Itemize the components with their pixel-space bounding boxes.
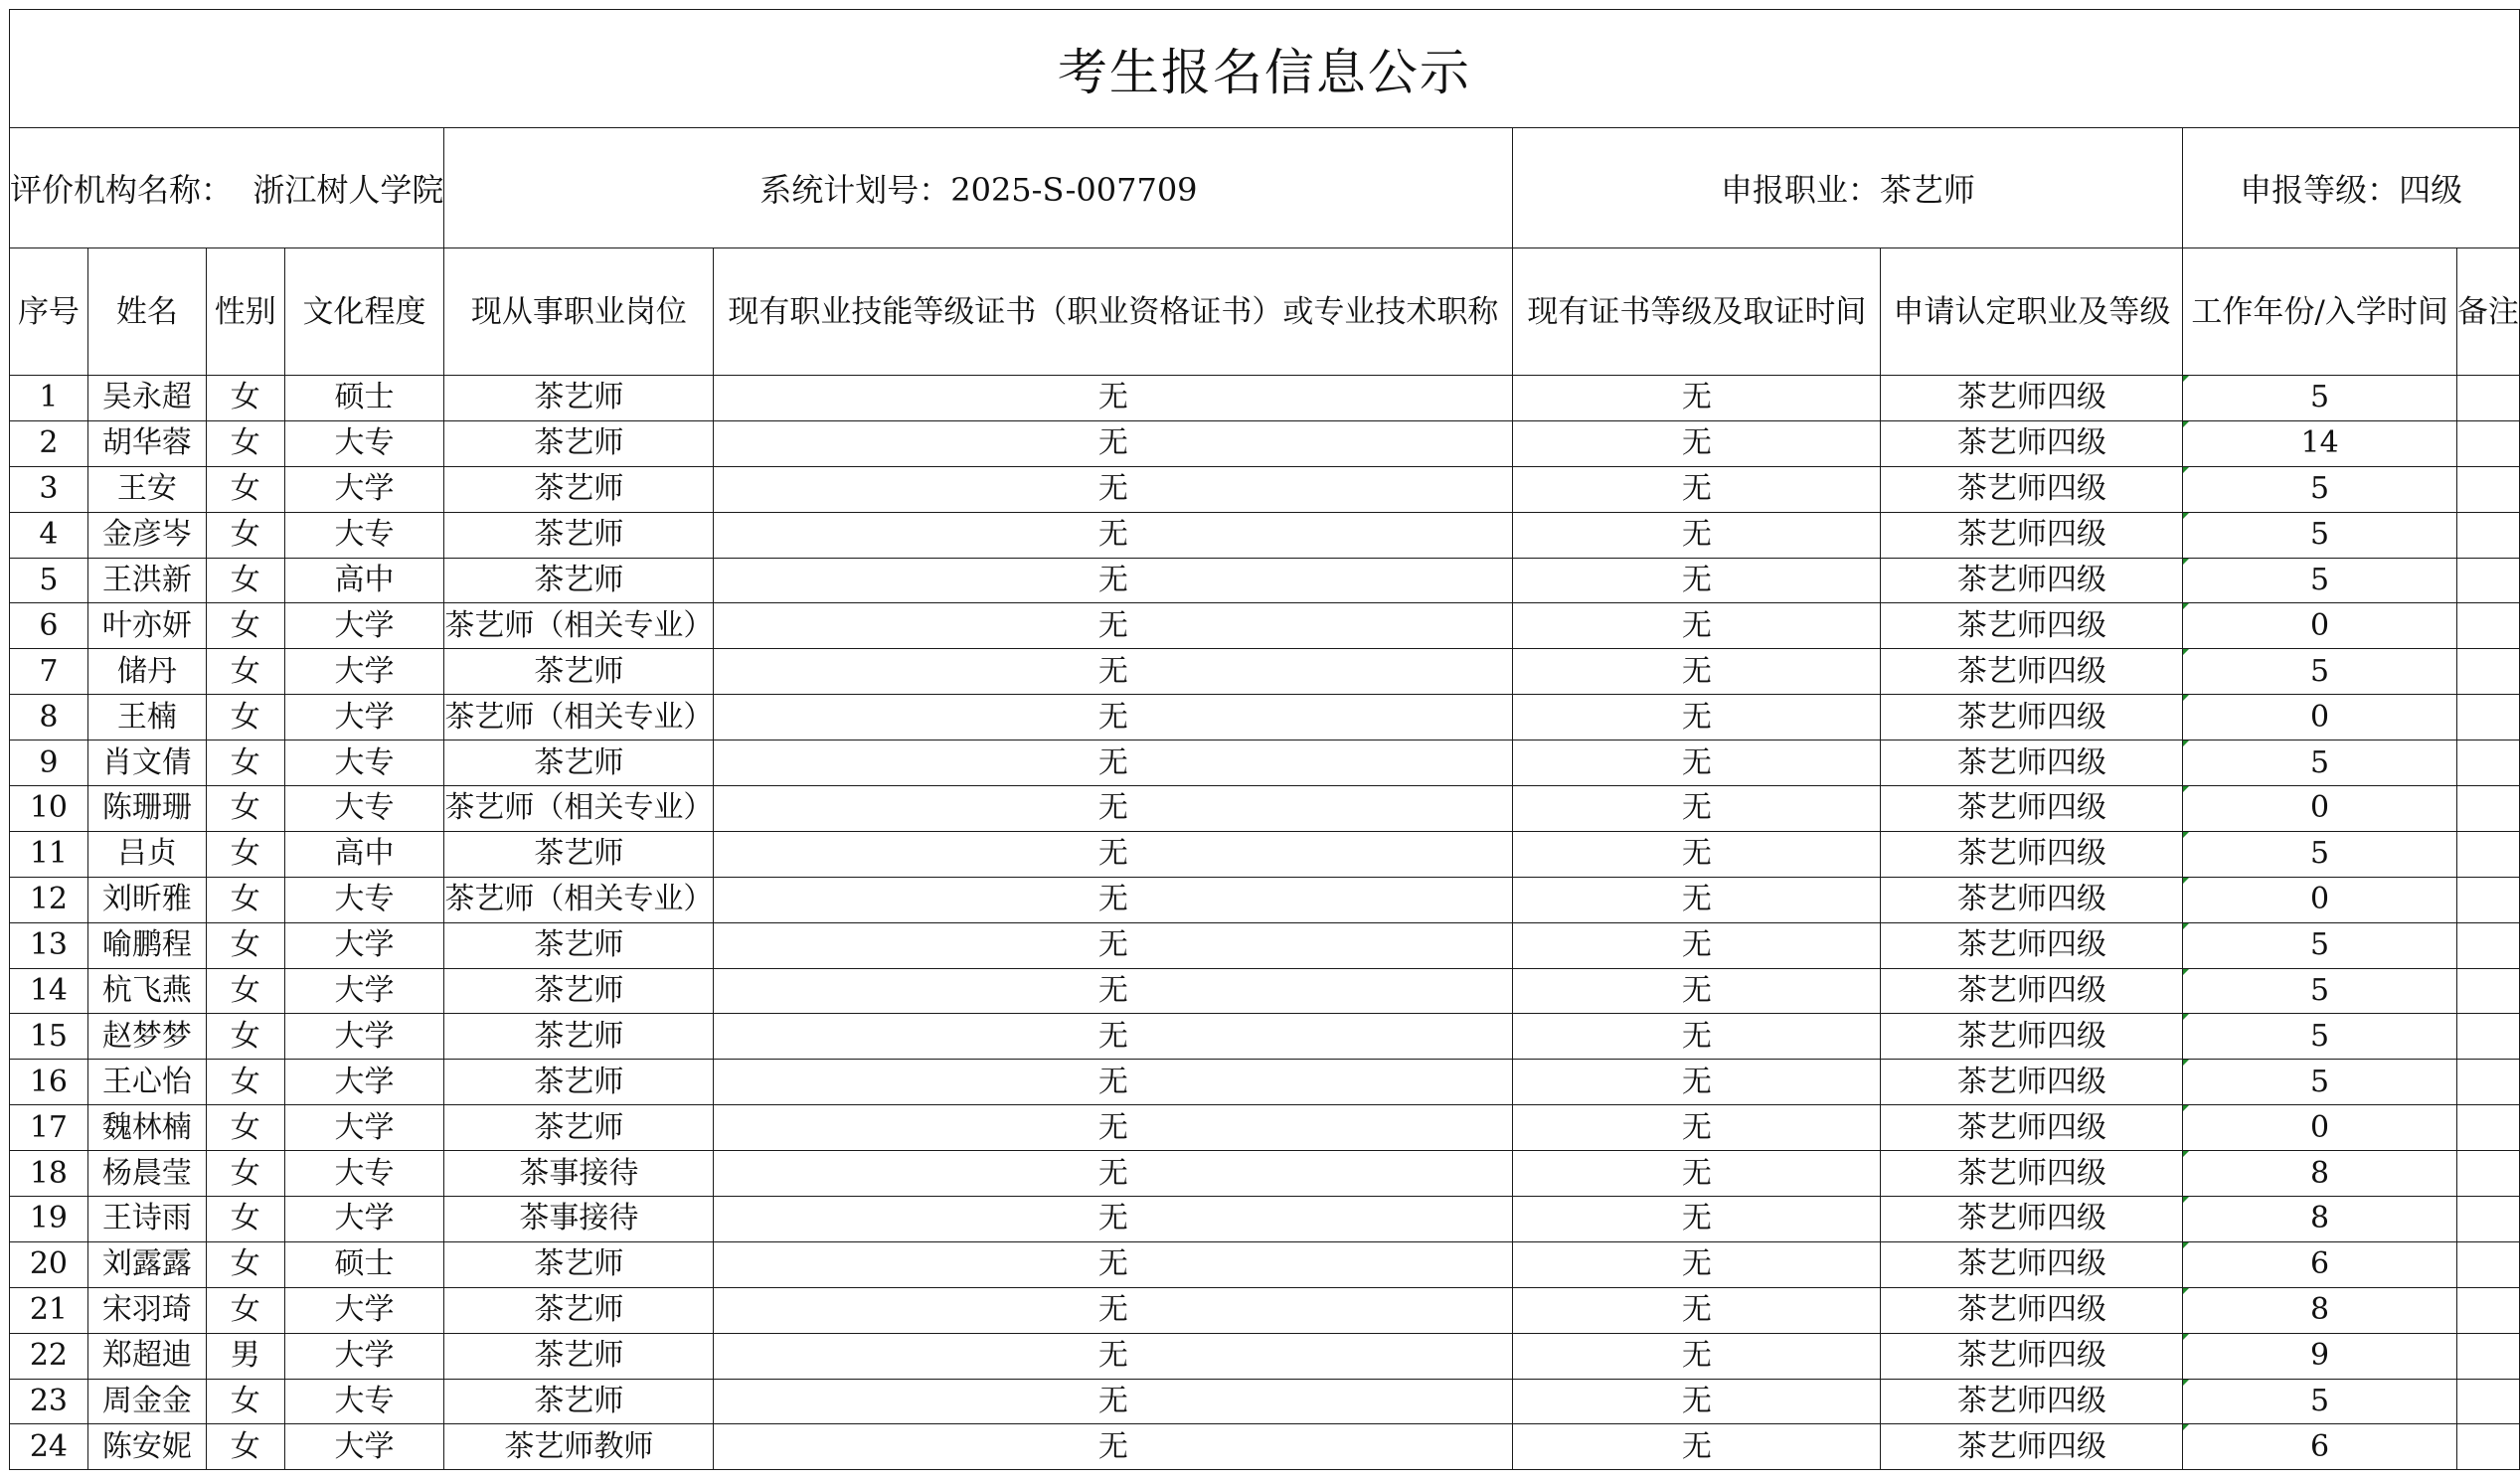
cell-position: 茶艺师 (444, 1241, 714, 1287)
org-label: 评价机构名称： (10, 171, 234, 209)
cell-education: 大学 (284, 922, 444, 968)
cell-cert: 无 (714, 420, 1513, 466)
cell-cert: 无 (714, 603, 1513, 649)
cell-cert-time: 无 (1513, 1333, 1881, 1379)
cell-position: 茶艺师 (444, 1379, 714, 1424)
cell-apply: 茶艺师四级 (1881, 831, 2183, 877)
cell-education: 大学 (284, 1014, 444, 1060)
cell-position: 茶艺师（相关专业） (444, 603, 714, 649)
header-name: 姓名 (87, 248, 206, 376)
cell-name: 刘昕雅 (87, 877, 206, 922)
registration-table (9, 9, 2520, 1470)
org-value: 浙江树人学院 (252, 171, 444, 209)
plan-label: 系统计划号： (759, 171, 951, 209)
cell-years: 5 (2183, 740, 2456, 786)
cell-remark (2456, 968, 2519, 1014)
cell-gender: 女 (206, 922, 284, 968)
cell-name: 杭飞燕 (87, 968, 206, 1014)
org-info (10, 128, 444, 248)
cell-name: 喻鹏程 (87, 922, 206, 968)
cell-years: 8 (2183, 1287, 2456, 1333)
cell-cert: 无 (714, 877, 1513, 922)
table-row (10, 1197, 2520, 1242)
cell-name: 王安 (87, 466, 206, 512)
cell-cert-time: 无 (1513, 1105, 1881, 1151)
cell-apply: 茶艺师四级 (1881, 1333, 2183, 1379)
header-gender: 性别 (206, 248, 284, 376)
cell-name: 王诗雨 (87, 1197, 206, 1242)
cell-name: 储丹 (87, 649, 206, 695)
cell-no: 24 (10, 1424, 88, 1470)
header-cert-level-time: 现有证书等级及取证时间 (1513, 248, 1881, 376)
cell-no: 7 (10, 649, 88, 695)
cell-years: 6 (2183, 1424, 2456, 1470)
cell-position: 茶艺师教师 (444, 1424, 714, 1470)
cell-gender: 女 (206, 740, 284, 786)
cell-gender: 女 (206, 558, 284, 603)
cell-position: 茶艺师（相关专业） (444, 786, 714, 832)
table-row (10, 695, 2520, 740)
cell-remark (2456, 466, 2519, 512)
cell-gender: 女 (206, 877, 284, 922)
cell-name: 宋羽琦 (87, 1287, 206, 1333)
cell-education: 大学 (284, 968, 444, 1014)
cell-cert: 无 (714, 1241, 1513, 1287)
cell-position: 茶艺师 (444, 740, 714, 786)
cell-education: 大学 (284, 649, 444, 695)
cell-no: 14 (10, 968, 88, 1014)
cell-cert: 无 (714, 786, 1513, 832)
cell-no: 9 (10, 740, 88, 786)
cell-cert-time: 无 (1513, 376, 1881, 421)
page-title: 考生报名信息公示 (10, 10, 2520, 128)
plan-info (444, 128, 1513, 248)
cell-position: 茶事接待 (444, 1151, 714, 1197)
cell-gender: 女 (206, 1014, 284, 1060)
cell-cert-time: 无 (1513, 649, 1881, 695)
cell-name: 胡华蓉 (87, 420, 206, 466)
cell-cert: 无 (714, 1287, 1513, 1333)
table-row (10, 968, 2520, 1014)
cell-education: 高中 (284, 558, 444, 603)
cell-years: 5 (2183, 466, 2456, 512)
table-row (10, 649, 2520, 695)
cell-name: 王心怡 (87, 1060, 206, 1105)
cell-apply: 茶艺师四级 (1881, 1151, 2183, 1197)
level-value: 四级 (2399, 171, 2463, 209)
cell-years: 5 (2183, 649, 2456, 695)
cell-position: 茶艺师 (444, 922, 714, 968)
cell-cert: 无 (714, 831, 1513, 877)
cell-name: 周金金 (87, 1379, 206, 1424)
cell-cert: 无 (714, 1379, 1513, 1424)
cell-no: 3 (10, 466, 88, 512)
cell-education: 大学 (284, 1105, 444, 1151)
occupation-info (1513, 128, 2183, 248)
cell-apply: 茶艺师四级 (1881, 420, 2183, 466)
cell-no: 21 (10, 1287, 88, 1333)
cell-name: 王洪新 (87, 558, 206, 603)
cell-education: 大学 (284, 695, 444, 740)
cell-remark (2456, 786, 2519, 832)
cell-gender: 女 (206, 695, 284, 740)
cell-years: 8 (2183, 1151, 2456, 1197)
cell-no: 10 (10, 786, 88, 832)
cell-position: 茶艺师 (444, 831, 714, 877)
cell-no: 4 (10, 512, 88, 558)
cell-remark (2456, 1379, 2519, 1424)
cell-no: 17 (10, 1105, 88, 1151)
cell-gender: 女 (206, 1287, 284, 1333)
cell-position: 茶艺师 (444, 649, 714, 695)
cell-education: 硕士 (284, 1241, 444, 1287)
cell-apply: 茶艺师四级 (1881, 649, 2183, 695)
cell-no: 20 (10, 1241, 88, 1287)
info-row (10, 128, 2520, 248)
cell-remark (2456, 877, 2519, 922)
cell-no: 23 (10, 1379, 88, 1424)
cell-gender: 女 (206, 1105, 284, 1151)
cell-position: 茶艺师 (444, 466, 714, 512)
cell-apply: 茶艺师四级 (1881, 512, 2183, 558)
table-row (10, 1287, 2520, 1333)
cell-remark (2456, 1105, 2519, 1151)
cell-years: 0 (2183, 877, 2456, 922)
cell-gender: 女 (206, 786, 284, 832)
table-row (10, 1105, 2520, 1151)
cell-education: 大学 (284, 1287, 444, 1333)
cell-cert-time: 无 (1513, 1287, 1881, 1333)
cell-no: 11 (10, 831, 88, 877)
cell-position: 茶艺师 (444, 1287, 714, 1333)
cell-remark (2456, 649, 2519, 695)
cell-education: 大专 (284, 420, 444, 466)
cell-name: 王楠 (87, 695, 206, 740)
cell-position: 茶艺师 (444, 376, 714, 421)
plan-value: 2025-S-007709 (950, 171, 1198, 209)
cell-education: 大学 (284, 603, 444, 649)
cell-name: 陈珊珊 (87, 786, 206, 832)
cell-name: 金彦岑 (87, 512, 206, 558)
cell-position: 茶事接待 (444, 1197, 714, 1242)
cell-cert: 无 (714, 1424, 1513, 1470)
cell-remark (2456, 1197, 2519, 1242)
cell-education: 大专 (284, 1379, 444, 1424)
cell-name: 刘露露 (87, 1241, 206, 1287)
table-row (10, 1060, 2520, 1105)
cell-apply: 茶艺师四级 (1881, 376, 2183, 421)
cell-remark (2456, 922, 2519, 968)
header-cert: 现有职业技能等级证书（职业资格证书）或专业技术职称 (714, 248, 1513, 376)
cell-education: 大学 (284, 1424, 444, 1470)
cell-education: 大专 (284, 740, 444, 786)
cell-cert-time: 无 (1513, 877, 1881, 922)
table-row (10, 1014, 2520, 1060)
cell-apply: 茶艺师四级 (1881, 922, 2183, 968)
cell-cert-time: 无 (1513, 466, 1881, 512)
cell-apply: 茶艺师四级 (1881, 1424, 2183, 1470)
cell-gender: 女 (206, 420, 284, 466)
table-row (10, 877, 2520, 922)
cell-apply: 茶艺师四级 (1881, 1379, 2183, 1424)
cell-cert-time: 无 (1513, 831, 1881, 877)
cell-remark (2456, 420, 2519, 466)
cell-no: 2 (10, 420, 88, 466)
cell-years: 5 (2183, 558, 2456, 603)
header-apply: 申请认定职业及等级 (1881, 248, 2183, 376)
cell-gender: 女 (206, 603, 284, 649)
cell-no: 13 (10, 922, 88, 968)
cell-no: 19 (10, 1197, 88, 1242)
cell-years: 5 (2183, 922, 2456, 968)
cell-apply: 茶艺师四级 (1881, 1105, 2183, 1151)
cell-gender: 女 (206, 831, 284, 877)
cell-apply: 茶艺师四级 (1881, 1060, 2183, 1105)
cell-name: 赵梦梦 (87, 1014, 206, 1060)
cell-cert: 无 (714, 1060, 1513, 1105)
cell-remark (2456, 1333, 2519, 1379)
table-row (10, 420, 2520, 466)
cell-no: 15 (10, 1014, 88, 1060)
cell-cert-time: 无 (1513, 1151, 1881, 1197)
cell-gender: 男 (206, 1333, 284, 1379)
cell-apply: 茶艺师四级 (1881, 558, 2183, 603)
cell-education: 大学 (284, 466, 444, 512)
cell-cert: 无 (714, 740, 1513, 786)
header-remark: 备注 (2456, 248, 2519, 376)
cell-position: 茶艺师 (444, 968, 714, 1014)
cell-remark (2456, 1287, 2519, 1333)
cell-position: 茶艺师（相关专业） (444, 695, 714, 740)
cell-cert-time: 无 (1513, 1424, 1881, 1470)
cell-position: 茶艺师（相关专业） (444, 877, 714, 922)
cell-remark (2456, 1151, 2519, 1197)
cell-remark (2456, 376, 2519, 421)
cell-position: 茶艺师 (444, 558, 714, 603)
cell-years: 14 (2183, 420, 2456, 466)
cell-no: 22 (10, 1333, 88, 1379)
cell-no: 8 (10, 695, 88, 740)
cell-cert: 无 (714, 1105, 1513, 1151)
cell-name: 郑超迪 (87, 1333, 206, 1379)
cell-years: 6 (2183, 1241, 2456, 1287)
cell-years: 8 (2183, 1197, 2456, 1242)
cell-name: 魏林楠 (87, 1105, 206, 1151)
cell-gender: 女 (206, 1241, 284, 1287)
table-row (10, 376, 2520, 421)
cell-no: 1 (10, 376, 88, 421)
cell-cert-time: 无 (1513, 968, 1881, 1014)
cell-years: 5 (2183, 831, 2456, 877)
cell-position: 茶艺师 (444, 512, 714, 558)
cell-gender: 女 (206, 466, 284, 512)
header-row (10, 248, 2520, 376)
cell-cert-time: 无 (1513, 1197, 1881, 1242)
cell-gender: 女 (206, 512, 284, 558)
cell-education: 大专 (284, 786, 444, 832)
cell-apply: 茶艺师四级 (1881, 877, 2183, 922)
cell-remark (2456, 512, 2519, 558)
title-row (10, 10, 2520, 128)
cell-no: 18 (10, 1151, 88, 1197)
cell-gender: 女 (206, 1197, 284, 1242)
cell-name: 杨晨莹 (87, 1151, 206, 1197)
cell-apply: 茶艺师四级 (1881, 1241, 2183, 1287)
cell-name: 肖文倩 (87, 740, 206, 786)
cell-position: 茶艺师 (444, 1105, 714, 1151)
cell-apply: 茶艺师四级 (1881, 466, 2183, 512)
header-years: 工作年份/入学时间 (2183, 248, 2456, 376)
table-row (10, 922, 2520, 968)
cell-cert-time: 无 (1513, 420, 1881, 466)
cell-no: 16 (10, 1060, 88, 1105)
cell-cert-time: 无 (1513, 603, 1881, 649)
cell-remark (2456, 1424, 2519, 1470)
cell-name: 吕贞 (87, 831, 206, 877)
table-row (10, 603, 2520, 649)
table-row (10, 1333, 2520, 1379)
cell-cert: 无 (714, 1014, 1513, 1060)
cell-education: 大学 (284, 1333, 444, 1379)
table-row (10, 1241, 2520, 1287)
cell-years: 5 (2183, 376, 2456, 421)
cell-cert: 无 (714, 695, 1513, 740)
cell-position: 茶艺师 (444, 1333, 714, 1379)
cell-cert: 无 (714, 376, 1513, 421)
cell-cert-time: 无 (1513, 1241, 1881, 1287)
cell-cert-time: 无 (1513, 512, 1881, 558)
cell-cert-time: 无 (1513, 1060, 1881, 1105)
cell-education: 大专 (284, 512, 444, 558)
cell-position: 茶艺师 (444, 420, 714, 466)
cell-education: 大学 (284, 1060, 444, 1105)
cell-cert-time: 无 (1513, 558, 1881, 603)
cell-apply: 茶艺师四级 (1881, 603, 2183, 649)
cell-cert-time: 无 (1513, 1379, 1881, 1424)
cell-gender: 女 (206, 1151, 284, 1197)
level-label: 申报等级： (2240, 171, 2400, 209)
cell-no: 6 (10, 603, 88, 649)
cell-remark (2456, 831, 2519, 877)
cell-cert: 无 (714, 558, 1513, 603)
cell-gender: 女 (206, 1060, 284, 1105)
cell-years: 0 (2183, 1105, 2456, 1151)
cell-cert-time: 无 (1513, 695, 1881, 740)
cell-no: 5 (10, 558, 88, 603)
cell-cert-time: 无 (1513, 922, 1881, 968)
cell-apply: 茶艺师四级 (1881, 1197, 2183, 1242)
cell-cert: 无 (714, 512, 1513, 558)
cell-cert-time: 无 (1513, 740, 1881, 786)
cell-apply: 茶艺师四级 (1881, 695, 2183, 740)
level-info (2183, 128, 2519, 248)
cell-gender: 女 (206, 376, 284, 421)
cell-apply: 茶艺师四级 (1881, 740, 2183, 786)
cell-no: 12 (10, 877, 88, 922)
table-row (10, 466, 2520, 512)
cell-education: 高中 (284, 831, 444, 877)
cell-years: 0 (2183, 603, 2456, 649)
table-row (10, 740, 2520, 786)
cell-remark (2456, 1241, 2519, 1287)
header-no: 序号 (10, 248, 88, 376)
table-row (10, 1424, 2520, 1470)
cell-remark (2456, 603, 2519, 649)
cell-remark (2456, 740, 2519, 786)
cell-apply: 茶艺师四级 (1881, 1287, 2183, 1333)
cell-education: 大学 (284, 1197, 444, 1242)
cell-remark (2456, 1060, 2519, 1105)
cell-years: 0 (2183, 695, 2456, 740)
cell-gender: 女 (206, 1424, 284, 1470)
cell-education: 大专 (284, 1151, 444, 1197)
cell-years: 5 (2183, 1379, 2456, 1424)
cell-cert: 无 (714, 466, 1513, 512)
cell-apply: 茶艺师四级 (1881, 1014, 2183, 1060)
cell-gender: 女 (206, 1379, 284, 1424)
cell-cert-time: 无 (1513, 786, 1881, 832)
cell-education: 硕士 (284, 376, 444, 421)
cell-name: 陈安妮 (87, 1424, 206, 1470)
cell-cert: 无 (714, 1197, 1513, 1242)
cell-years: 5 (2183, 1014, 2456, 1060)
cell-years: 0 (2183, 786, 2456, 832)
cell-cert: 无 (714, 649, 1513, 695)
table-row (10, 512, 2520, 558)
cell-gender: 女 (206, 968, 284, 1014)
cell-cert: 无 (714, 922, 1513, 968)
cell-cert: 无 (714, 968, 1513, 1014)
cell-education: 大专 (284, 877, 444, 922)
cell-name: 吴永超 (87, 376, 206, 421)
occupation-value: 茶艺师 (1879, 171, 1975, 209)
cell-remark (2456, 695, 2519, 740)
cell-cert: 无 (714, 1333, 1513, 1379)
occupation-label: 申报职业： (1720, 171, 1880, 209)
table-row (10, 831, 2520, 877)
cell-remark (2456, 558, 2519, 603)
cell-apply: 茶艺师四级 (1881, 968, 2183, 1014)
cell-position: 茶艺师 (444, 1060, 714, 1105)
header-education: 文化程度 (284, 248, 444, 376)
header-position: 现从事职业岗位 (444, 248, 714, 376)
cell-years: 5 (2183, 968, 2456, 1014)
cell-apply: 茶艺师四级 (1881, 786, 2183, 832)
table-row (10, 786, 2520, 832)
cell-cert-time: 无 (1513, 1014, 1881, 1060)
cell-years: 5 (2183, 512, 2456, 558)
cell-position: 茶艺师 (444, 1014, 714, 1060)
cell-remark (2456, 1014, 2519, 1060)
table-row (10, 1379, 2520, 1424)
cell-years: 9 (2183, 1333, 2456, 1379)
cell-cert: 无 (714, 1151, 1513, 1197)
cell-gender: 女 (206, 649, 284, 695)
table-row (10, 1151, 2520, 1197)
cell-years: 5 (2183, 1060, 2456, 1105)
table-row (10, 558, 2520, 603)
cell-name: 叶亦妍 (87, 603, 206, 649)
